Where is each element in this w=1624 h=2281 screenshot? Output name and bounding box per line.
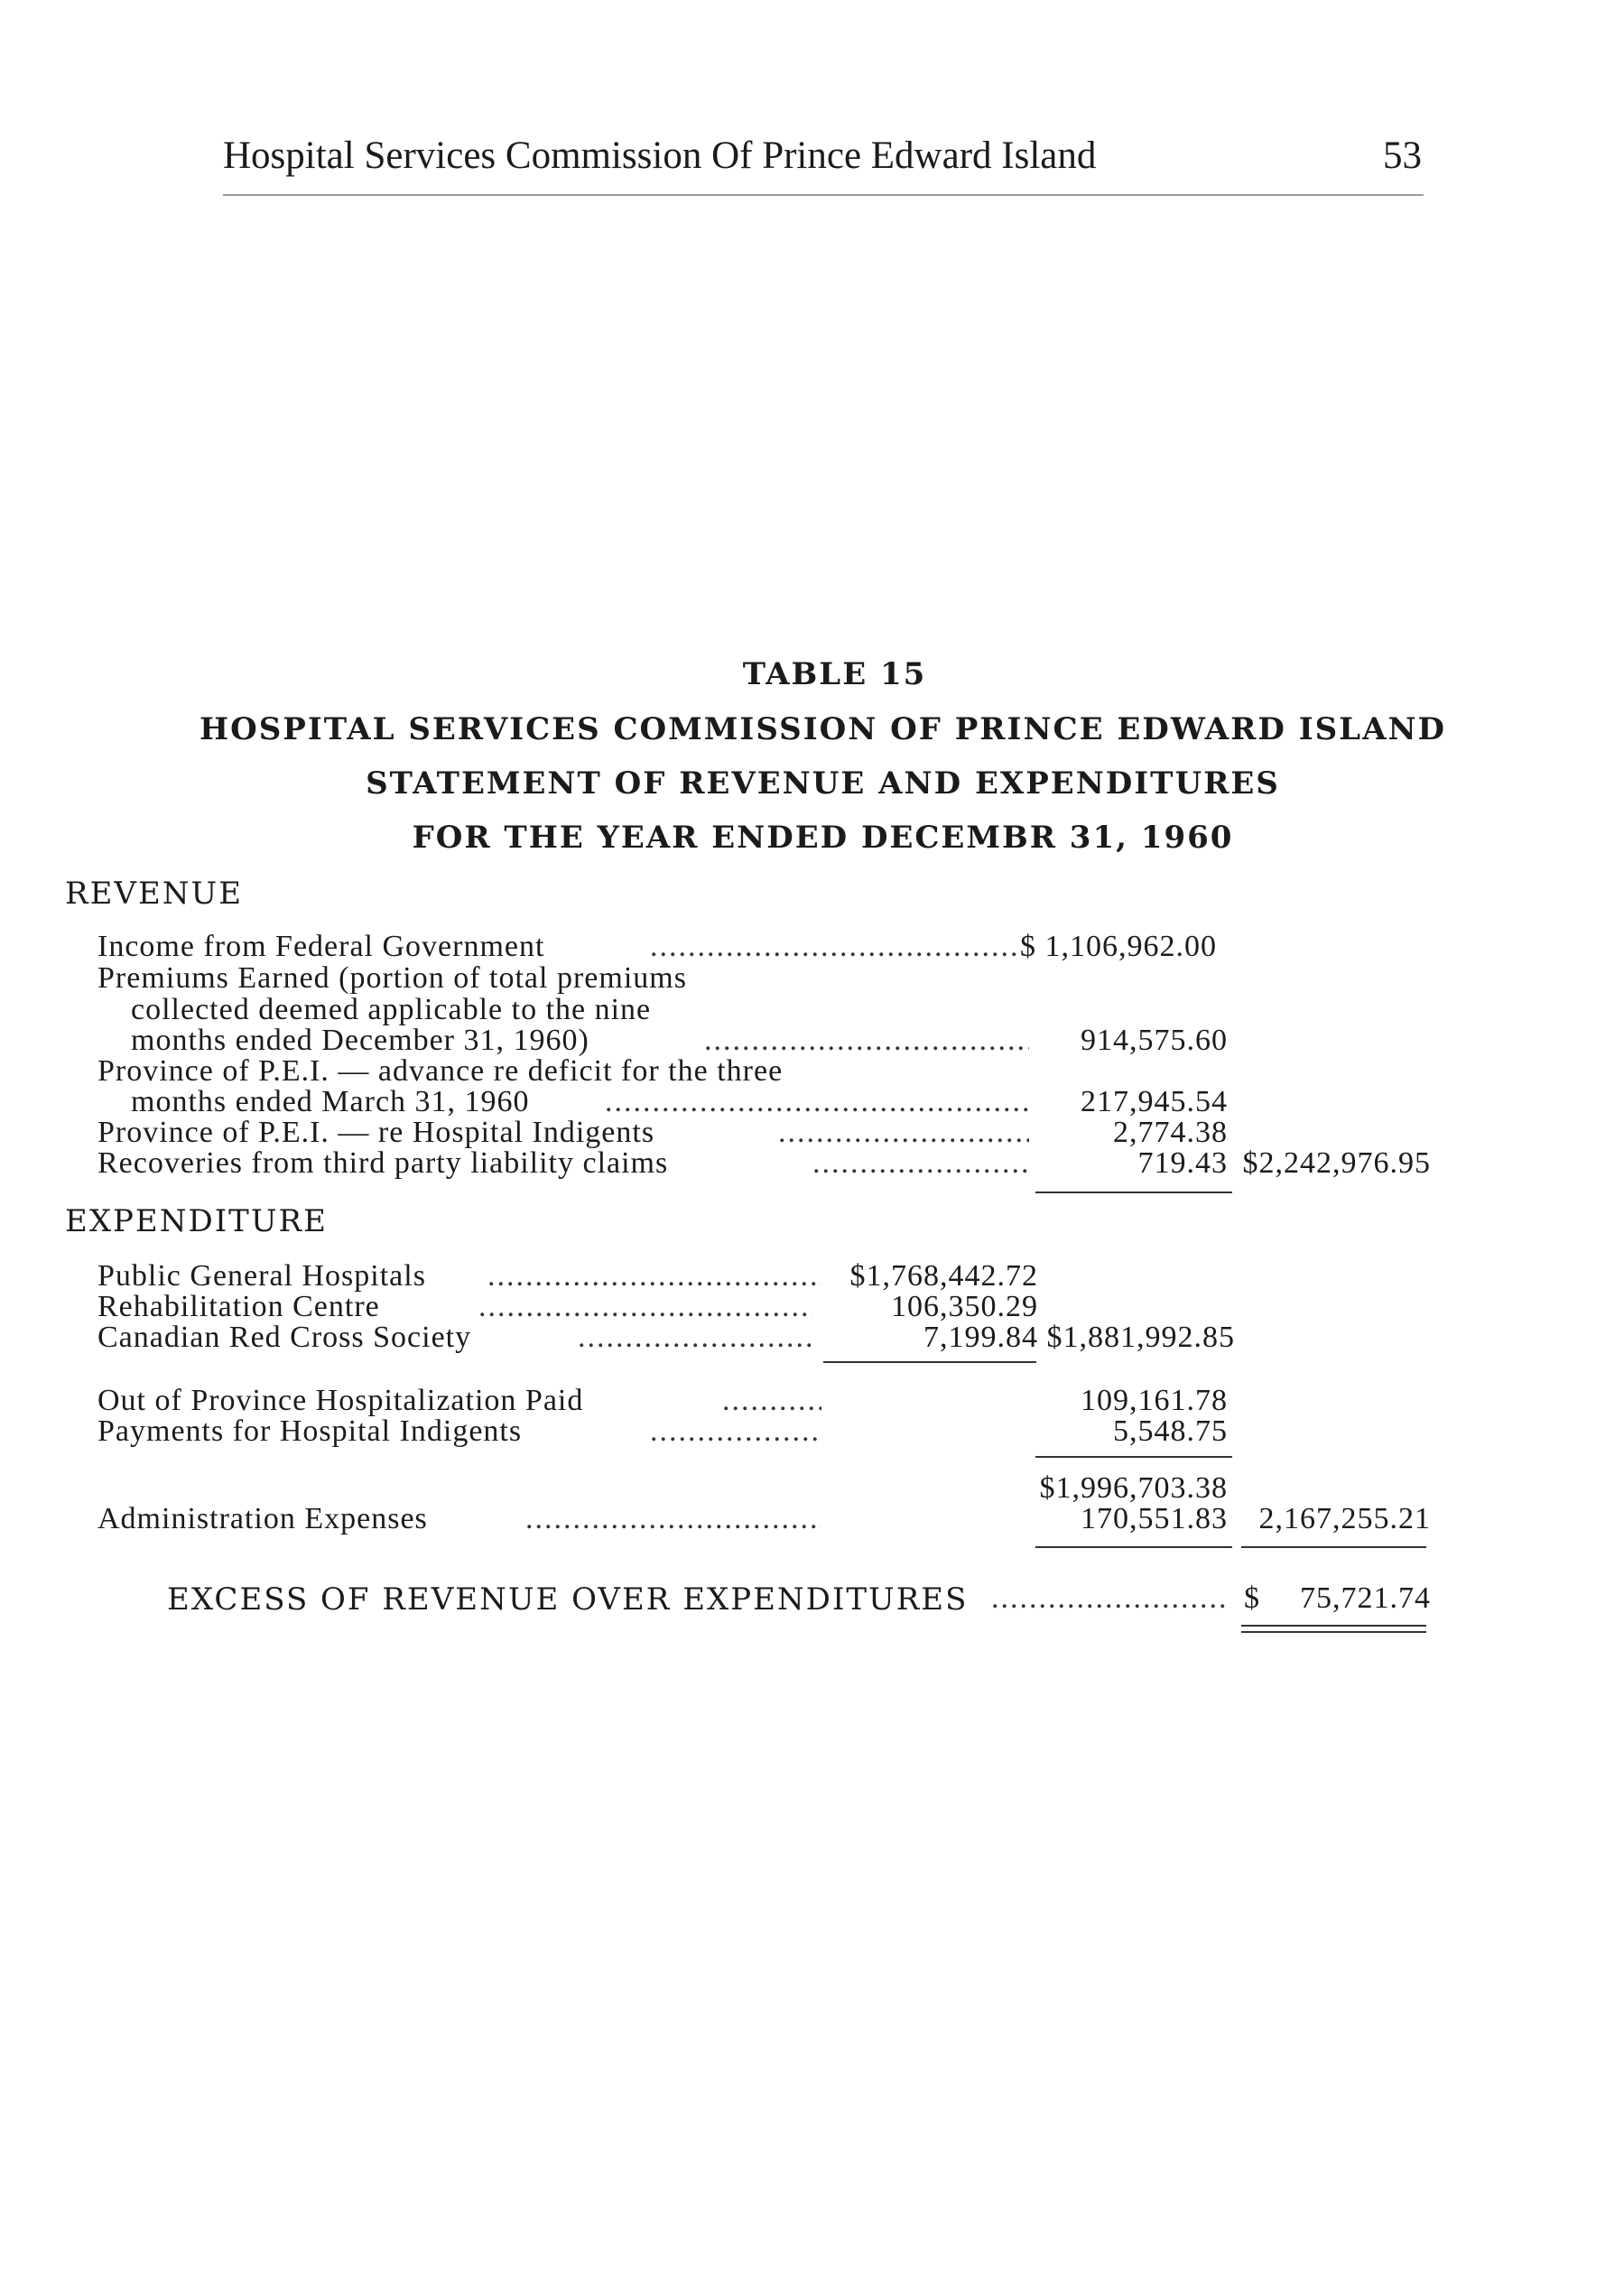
revenue-item-label: Recoveries from third party liability claims — [97, 1146, 669, 1180]
leader-dots — [525, 1502, 821, 1536]
revenue-item-amount: 2,774.38 — [1113, 1116, 1228, 1149]
excess-label: EXCESS OF REVENUE OVER EXPENDITURES — [167, 1581, 969, 1618]
leader-dots — [478, 1290, 812, 1324]
revenue-item-label: collected deemed applicable to the nine — [131, 993, 652, 1026]
expenditure-item-amount: 7,199.84 — [923, 1321, 1038, 1354]
revenue-item-label: Premiums Earned (portion of total premiums — [97, 961, 687, 995]
leader-dots — [605, 1085, 1029, 1119]
expenditure-item-label: Payments for Hospital Indigents — [97, 1414, 523, 1448]
expenditure-item-label: Administration Expenses — [97, 1502, 428, 1535]
revenue-label: REVENUE — [65, 876, 244, 912]
expenditure-item-amount: 109,161.78 — [1081, 1384, 1228, 1417]
revenue-item-amount: 914,575.60 — [1081, 1024, 1228, 1057]
revenue-item-amount: 719.43 — [1137, 1146, 1228, 1180]
expenditure-item-label: Public General Hospitals — [97, 1259, 426, 1293]
double-rule-bottom — [1241, 1631, 1426, 1633]
revenue-item-label: Province of P.E.I. — advance re deficit for the three — [97, 1054, 784, 1088]
hospitals-column-rule — [823, 1361, 1036, 1363]
revenue-item-label: months ended March 31, 1960 — [131, 1085, 530, 1118]
revenue-column-rule — [1035, 1191, 1232, 1193]
excess-amount: 75,721.74 — [1300, 1581, 1431, 1615]
revenue-total: $2,242,976.95 — [1242, 1146, 1431, 1180]
revenue-item-label: Income from Federal Government — [97, 930, 545, 963]
statement-heading: STATEMENT OF REVENUE AND EXPENDITURES — [366, 765, 1280, 802]
revenue-item-amount: 217,945.54 — [1081, 1085, 1228, 1118]
expenditure-item-label: Rehabilitation Centre — [97, 1290, 380, 1323]
hospitals-total: $1,881,992.85 — [1046, 1321, 1235, 1354]
header-rule — [223, 194, 1424, 196]
org-heading: HOSPITAL SERVICES COMMISSION OF PRINCE EDWARD ISLAND — [199, 711, 1447, 747]
leader-dots — [812, 1146, 1029, 1181]
leader-dots — [487, 1259, 821, 1293]
expenditure-label: EXPENDITURE — [65, 1203, 328, 1239]
revenue-item-amount: $ 1,106,962.00 — [1020, 930, 1217, 963]
expenditure-subtotal: $1,996,703.38 — [1039, 1471, 1228, 1505]
leader-dots — [650, 1414, 821, 1449]
revenue-item-label: months ended December 31, 1960) — [131, 1024, 589, 1057]
leader-dots — [991, 1581, 1228, 1616]
expenditure-item-amount: 106,350.29 — [891, 1290, 1038, 1323]
expenditure-item-label: Out of Province Hospitalization Paid — [97, 1384, 584, 1417]
period-heading: FOR THE YEAR ENDED DECEMBR 31, 1960 — [412, 820, 1234, 856]
running-header-title: Hospital Services Commission Of Prince Edward Island — [223, 134, 1097, 177]
page-number: 53 — [1383, 134, 1422, 177]
table-number: TABLE 15 — [742, 656, 927, 692]
expenditure-item-label: Canadian Red Cross Society — [97, 1321, 472, 1354]
expenditure-total: 2,167,255.21 — [1258, 1502, 1431, 1535]
expenditure-item-amount: $1,768,442.72 — [849, 1259, 1038, 1293]
leader-dots — [778, 1116, 1029, 1150]
leader-dots — [578, 1321, 812, 1355]
admin-column-rule — [1035, 1546, 1232, 1548]
other-column-rule — [1035, 1456, 1232, 1458]
expenditure-item-amount: 5,548.75 — [1113, 1414, 1228, 1448]
total-column-rule — [1241, 1546, 1426, 1548]
revenue-item-label: Province of P.E.I. — re Hospital Indigents — [97, 1116, 655, 1149]
administration-amount: 170,551.83 — [1081, 1502, 1228, 1535]
excess-currency: $ — [1244, 1581, 1260, 1615]
leader-dots — [650, 930, 1020, 964]
double-rule-top — [1241, 1625, 1426, 1627]
leader-dots — [722, 1384, 821, 1418]
leader-dots — [704, 1024, 1029, 1058]
